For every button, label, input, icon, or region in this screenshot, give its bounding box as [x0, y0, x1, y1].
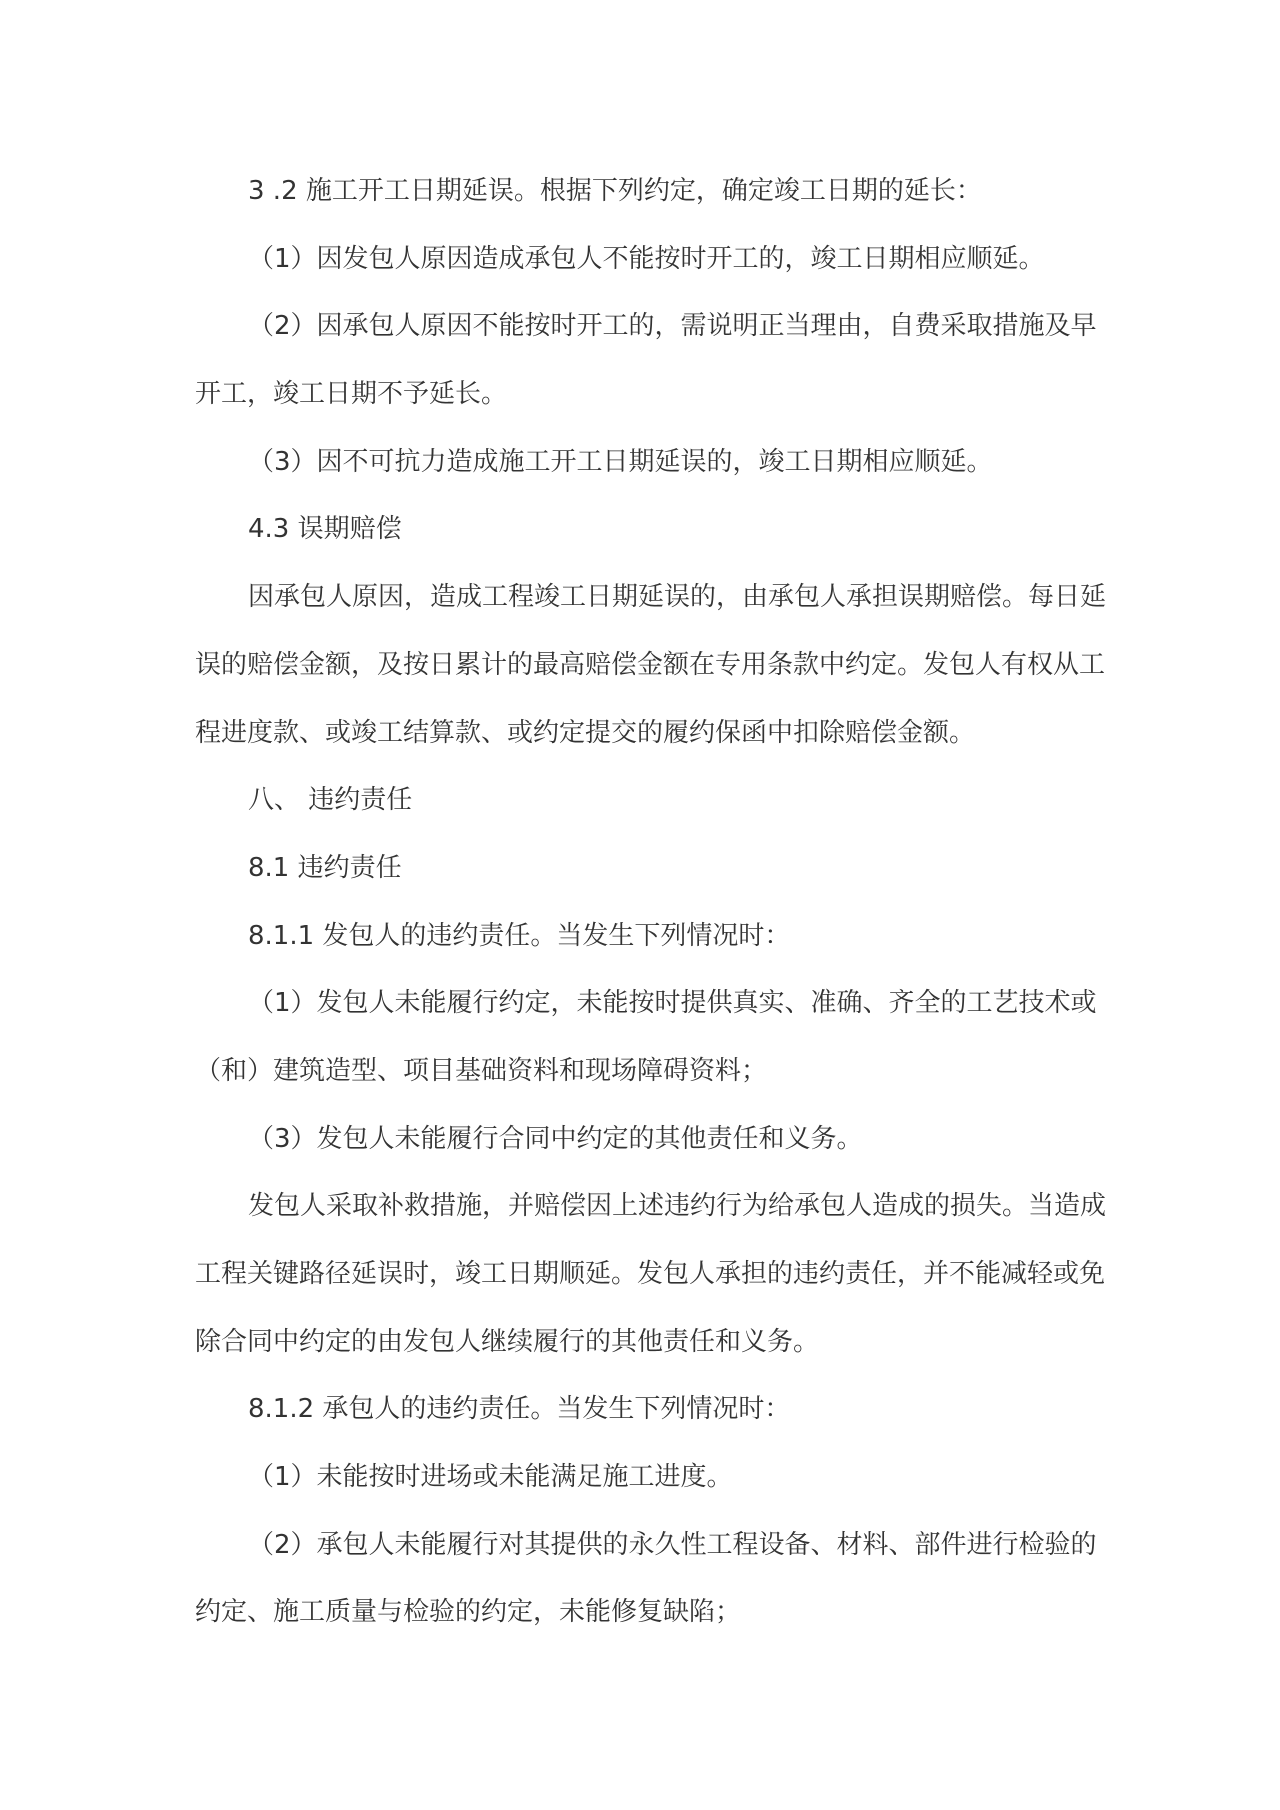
paragraph	[195, 903, 1093, 971]
paragraph	[195, 767, 1093, 835]
paragraph	[195, 226, 1093, 294]
paragraph-line: 工程关键路径延误时，竣工日期顺延。发包人承担的违约责任，并不能减轻或免	[195, 1259, 1106, 1289]
paragraph-line: 误的赔偿金额，及按日累计的最高赔偿金额在专用条款中约定。发包人有权从工	[195, 649, 1106, 680]
document-body	[195, 158, 1107, 1647]
paragraph-line: （1）发包人未能履行约定，未能按时提供真实、准确、齐全的工艺技术或	[248, 988, 1097, 1019]
paragraph-line: （2）因承包人原因不能按时开工的，需说明正当理由，自费采取措施及早	[248, 311, 1097, 342]
paragraph	[195, 1173, 1107, 1376]
paragraph	[195, 1376, 1093, 1444]
paragraph-line: （1）未能按时进场或未能满足施工进度。	[248, 1462, 733, 1493]
paragraph-line: （和）建筑造型、项目基础资料和现场障碍资料；	[195, 1055, 768, 1086]
paragraph	[195, 429, 1093, 497]
paragraph-line: （2）承包人未能履行对其提供的永久性工程设备、材料、部件进行检验的	[248, 1529, 1097, 1560]
paragraph-line: 因承包人原因，造成工程竣工日期延误的，由承包人承担误期赔偿。每日延	[248, 582, 1107, 613]
paragraph	[195, 1444, 1093, 1512]
paragraph	[195, 293, 1097, 428]
paragraph	[195, 496, 1093, 564]
paragraph-line: 8.1 违约责任	[248, 852, 402, 883]
paragraph-line: 除合同中约定的由发包人继续履行的其他责任和义务。	[195, 1326, 820, 1357]
paragraph-line: 约定、施工质量与检验的约定，未能修复缺陷；	[195, 1597, 742, 1628]
paragraph-line: 程进度款、或竣工结算款、或约定提交的履约保函中扣除赔偿金额。	[195, 717, 976, 748]
paragraph-line: （3）发包人未能履行合同中约定的其他责任和义务。	[248, 1123, 863, 1154]
paragraph	[195, 1512, 1097, 1647]
paragraph	[195, 1106, 1093, 1174]
paragraph-line: 4.3 误期赔偿	[248, 514, 402, 545]
paragraph-line: 3 .2 施工开工日期延误。根据下列约定，确定竣工日期的延长：	[248, 176, 982, 206]
paragraph-line: （1）因发包人原因造成承包人不能按时开工的，竣工日期相应顺延。	[248, 243, 1045, 274]
paragraph	[195, 835, 1093, 903]
paragraph-line: 八、 违约责任	[248, 785, 413, 816]
paragraph-line: （3）因不可抗力造成施工开工日期延误的，竣工日期相应顺延。	[248, 446, 993, 477]
paragraph-line: 开工，竣工日期不予延长。	[195, 379, 508, 410]
paragraph-line: 8.1.1 发包人的违约责任。当发生下列情况时：	[248, 920, 791, 951]
paragraph-line: 8.1.2 承包人的违约责任。当发生下列情况时：	[248, 1394, 791, 1425]
paragraph	[195, 158, 1093, 226]
paragraph-line: 发包人采取补救措施，并赔偿因上述违约行为给承包人造成的损失。当造成	[248, 1191, 1107, 1222]
paragraph	[195, 970, 1097, 1105]
paragraph	[195, 564, 1107, 767]
